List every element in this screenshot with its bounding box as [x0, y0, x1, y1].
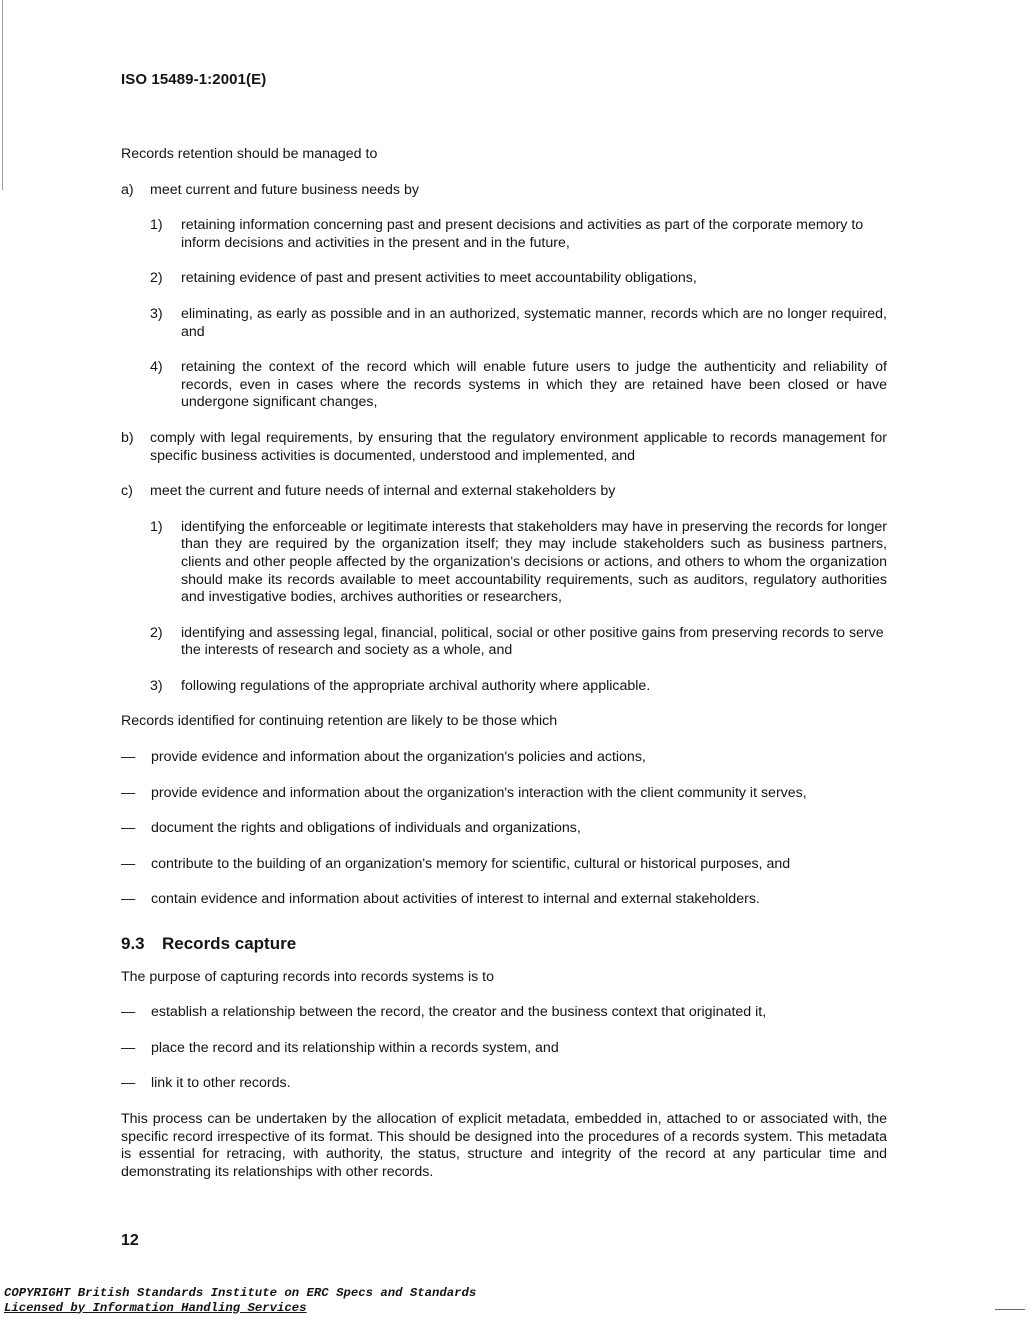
dash-list-item [121, 1040, 887, 1058]
dash-list-item [121, 856, 887, 874]
section-title: Records capture [162, 934, 297, 954]
capture-closing-paragraph: This process can be undertaken by the allocation of explicit metadata, embedded in, attached to or associated with, the specific record irrespective of its format. This should be designed into the procedures of a records system. This metadata is essential for retracing, with authority, the status, structure and integrity of the record at any particular time and demonstrating its relationships with other records. [121, 1111, 887, 1180]
list-item-c1 [150, 519, 887, 607]
dash-marker: — [121, 820, 136, 837]
dash-item-text: contribute to the building of an organization's memory for scientific, cultural or historical purposes, and [151, 855, 791, 872]
dash-marker: — [121, 1075, 136, 1092]
license-line: Licensed by Information Handling Services [4, 1300, 307, 1315]
list-item-c2 [150, 625, 887, 660]
dash-item-text: link it to other records. [151, 1075, 291, 1092]
list-item-text: following regulations of the appropriate archival authority where applicable. [181, 677, 651, 694]
dash-item-text: establish a relationship between the record, the creator and the business context that originated it, [151, 1004, 767, 1021]
dash-list-item [121, 891, 887, 909]
list-item-text: comply with legal requirements, by ensuring that the regulatory environment applicable to records management for specific business activities is documented, understood and implemented, and [150, 429, 887, 464]
dash-marker: — [121, 855, 136, 872]
list-item-text: identifying the enforceable or legitimate interests that stakeholders may have in preserving the records for longer than they are required by the organization itself; they may include stakeholders such as business partners, clients and other people affected by the organization's decisions or actions, and others to whom the organization should make its records available to meet accountability requirements, such as auditors, regulatory authorities and investigative bodies, archives authorities or researchers, [181, 518, 887, 606]
list-item-c3 [150, 678, 887, 696]
list-item-text: retaining the context of the record which will enable future users to judge the authenticity and reliability of records, even in cases where the records systems in which they are retained have been closed or have undergone significant changes, [181, 359, 887, 411]
list-marker: 2) [150, 270, 163, 287]
section-number: 9.3 [121, 934, 145, 954]
list-item-a [121, 182, 887, 200]
dash-item-text: contain evidence and information about activities of interest to internal and external stakeholders. [151, 891, 760, 908]
dash-marker: — [121, 749, 136, 766]
dash-item-text: place the record and its relationship within a records system, and [151, 1039, 559, 1056]
list-marker: 4) [150, 359, 163, 376]
list-item-text: retaining evidence of past and present activities to meet accountability obligations, [181, 270, 697, 287]
list-marker: c) [121, 483, 133, 500]
dash-list-item [121, 749, 887, 767]
dash-list-item [121, 785, 887, 803]
list-item-b [121, 430, 887, 465]
list-marker: 3) [150, 677, 163, 694]
scan-edge-line [2, 0, 3, 190]
dash-marker: — [121, 1004, 136, 1021]
page-number: 12 [121, 1232, 139, 1249]
continuing-retention-intro: Records identified for continuing retention are likely to be those which [121, 713, 558, 730]
list-item-a2 [150, 270, 887, 288]
list-marker: 3) [150, 305, 163, 322]
dash-item-text: provide evidence and information about the organization's interaction with the client community it serves, [151, 784, 807, 801]
page-content [121, 146, 887, 1199]
list-marker: 2) [150, 624, 163, 641]
list-item-text: meet the current and future needs of internal and external stakeholders by [150, 483, 616, 500]
list-item-a4 [150, 359, 887, 412]
dash-list-item [121, 1075, 887, 1093]
list-item-c [121, 483, 887, 501]
list-item-text: meet current and future business needs by [150, 181, 419, 198]
copyright-line: COPYRIGHT British Standards Institute on ERC Specs and Standards [4, 1286, 477, 1300]
list-item-a3 [150, 306, 887, 341]
list-marker: b) [121, 429, 134, 446]
dash-list-item [121, 820, 887, 838]
list-marker: 1) [150, 217, 163, 234]
dash-list-item [121, 1004, 887, 1022]
list-item-text: eliminating, as early as possible and in an authorized, systematic manner, records which are no longer required, and [181, 305, 887, 340]
dash-item-text: provide evidence and information about the organization's policies and actions, [151, 749, 646, 766]
scan-corner-mark [995, 1309, 1025, 1310]
dash-item-text: document the rights and obligations of individuals and organizations, [151, 820, 581, 837]
document-header: ISO 15489-1:2001(E) [121, 71, 267, 88]
dash-marker: — [121, 891, 136, 908]
capture-intro: The purpose of capturing records into records systems is to [121, 968, 494, 985]
list-item-a1 [150, 217, 887, 252]
copyright-notice [4, 1286, 476, 1315]
section-heading [121, 935, 887, 953]
dash-marker: — [121, 1039, 136, 1056]
list-marker: a) [121, 181, 134, 198]
list-item-text: retaining information concerning past and present decisions and activities as part of the corporate memory to inform decisions and activities in the present and in the future, [181, 217, 864, 251]
retention-intro: Records retention should be managed to [121, 146, 378, 162]
dash-marker: — [121, 784, 136, 801]
list-item-text: identifying and assessing legal, financial, political, social or other positive gains from preserving records to serve the interests of research and society as a whole, and [181, 624, 884, 659]
list-marker: 1) [150, 518, 163, 535]
